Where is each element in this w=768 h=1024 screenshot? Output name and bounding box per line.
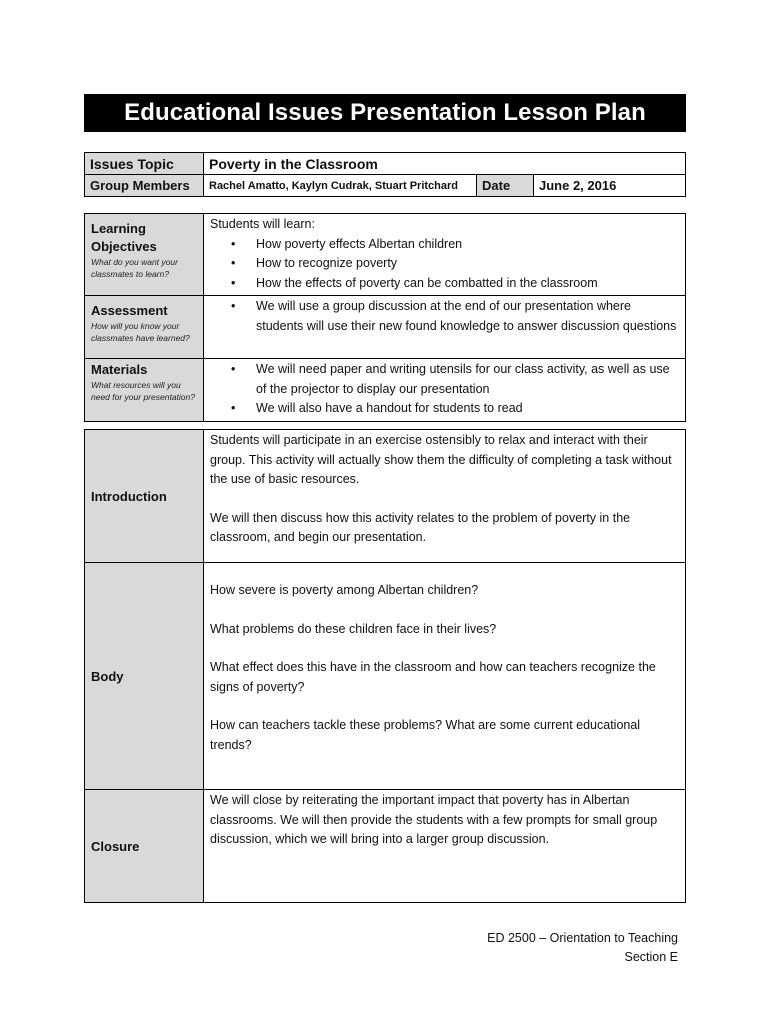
materials-label: Materials [91,362,148,377]
assessment-sublabel: How will you know your classmates have learned? [91,321,190,343]
introduction-paragraph: Students will participate in an exercise ostensibly to relax and interact with their group. This activity will actually show them the difficulty of completing a task without the use of basic resources. [210,433,672,486]
list-item: • We will also have a handout for students to read [256,399,679,419]
issues-topic-label: Issues Topic [85,153,204,175]
learning-objectives-label: Learning Objectives [91,221,157,254]
body-row [85,563,686,790]
closure-label: Closure [85,790,204,903]
lesson-plan-table [84,429,686,903]
list-item: • We will need paper and writing utensils for our class activity, as well as use of the projector to display our presentation [256,360,679,399]
group-members-label: Group Members [85,175,204,197]
materials-row [85,359,686,422]
objectives-intro: Students will learn: [210,217,315,231]
list-item: • How poverty effects Albertan children [256,235,679,255]
date-label: Date [477,175,534,197]
body-question: What problems do these children face in their lives? [210,621,497,636]
learning-objectives-row [85,214,686,296]
assessment-list [210,297,679,336]
body-label: Body [85,563,204,790]
page-title: Educational Issues Presentation Lesson Plan [84,94,686,132]
assessment-label: Assessment [91,303,168,318]
issues-topic-row [85,153,686,175]
section-name: Section E [624,950,678,964]
materials-sublabel: What resources will you need for your presentation? [91,380,195,402]
list-item: • How the effects of poverty can be combatted in the classroom [256,274,679,294]
learning-objectives-sublabel: What do you want your classmates to learn? [91,257,178,279]
assessment-row [85,296,686,359]
group-members-row [85,175,686,197]
objectives-list [210,235,679,294]
closure-row [85,790,686,903]
closure-paragraph: We will close by reiterating the important impact that poverty has in Albertan classrooms. We will then provide the students with a few prompts for small group discussion, which we will bring into a larger group discussion. [210,793,658,846]
introduction-row [85,430,686,563]
body-question: How can teachers tackle these problems? What are some current educational trends? [210,718,641,752]
introduction-label: Introduction [85,430,204,563]
group-members-value: Rachel Amatto, Kaylyn Cudrak, Stuart Pritchard [204,175,477,197]
body-question: How severe is poverty among Albertan children? [210,583,479,597]
list-item: • We will use a group discussion at the end of our presentation where students will use their new found knowledge to answer discussion questions [256,297,679,336]
list-item: • How to recognize poverty [256,254,679,274]
date-value: June 2, 2016 [534,175,686,197]
objectives-table [84,213,686,422]
issues-topic-value: Poverty in the Classroom [204,153,686,175]
introduction-paragraph: We will then discuss how this activity relates to the problem of poverty in the classroom, and begin our presentation. [210,510,631,544]
body-question: What effect does this have in the classroom and how can teachers recognize the signs of poverty? [210,660,656,694]
course-name: ED 2500 – Orientation to Teaching [487,931,678,945]
header-table [84,152,686,197]
footer [487,929,678,967]
materials-list [210,360,679,419]
